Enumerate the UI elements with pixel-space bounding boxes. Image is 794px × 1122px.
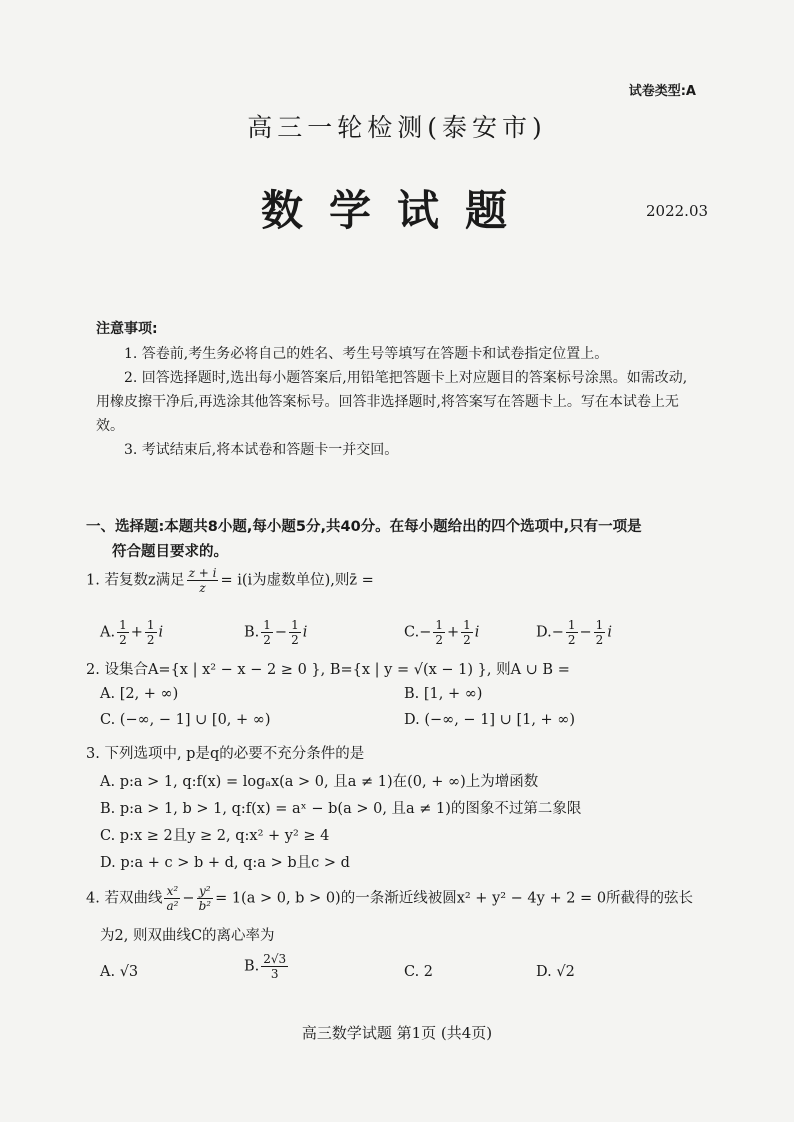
frac <box>594 618 606 647</box>
q1-frac-num: z + i <box>188 566 217 580</box>
option-label: B. <box>244 624 260 641</box>
frac-den: b² <box>198 899 212 913</box>
frac <box>289 618 301 647</box>
q2-option-d: D. (−∞, − 1] ∪ [1, + ∞) <box>404 712 576 728</box>
question-3-stem: 3. 下列选项中, p是q的必要不充分条件的是 <box>86 746 365 762</box>
option-sign: − <box>551 624 564 641</box>
frac-den: 2 <box>146 633 155 647</box>
frac-num: 1 <box>595 618 604 632</box>
notice-item: 3. 考试结束后,将本试卷和答题卡一并交回。 <box>124 442 399 458</box>
q4-option-b <box>244 952 290 981</box>
q1-option-b <box>244 618 307 647</box>
q1-option-a <box>100 618 163 647</box>
frac <box>461 618 473 647</box>
frac <box>261 618 273 647</box>
notice-heading: 注意事项: <box>96 321 158 337</box>
option-op: − <box>274 624 288 641</box>
option-suffix: i <box>158 624 164 641</box>
frac-den: 2 <box>263 633 271 647</box>
option-suffix: i <box>302 624 308 641</box>
q1-option-c <box>404 618 479 647</box>
header-title: 高三一轮检测(泰安市) <box>247 113 547 142</box>
frac-den: 2 <box>463 633 471 647</box>
frac <box>433 618 445 647</box>
frac-den: 2 <box>435 633 443 647</box>
q1-stem-pre: 1. 若复数z满足 <box>86 572 185 589</box>
frac-den: 2 <box>291 633 299 647</box>
frac <box>145 618 157 647</box>
question-4-stem <box>86 884 693 913</box>
exam-date: 2022.03 <box>646 202 709 220</box>
option-suffix: i <box>474 624 480 641</box>
frac <box>566 618 578 647</box>
q3-option-b: B. p:a > 1, b > 1, q:f(x) = aˣ − b(a > 0, 且a ≠ 1)的图象不过第二象限 <box>100 801 582 817</box>
notice-item: 1. 答卷前,考生务必将自己的姓名、考生号等填写在答题卡和试卷指定位置上。 <box>124 346 609 362</box>
q4-option-c: C. 2 <box>404 964 434 980</box>
frac-num: 1 <box>435 618 443 632</box>
q4-stem-pre: 4. 若双曲线 <box>86 890 163 907</box>
q4-fraction-y <box>197 884 214 913</box>
section-heading-cont: 符合题目要求的。 <box>112 544 228 560</box>
q1-option-d <box>536 618 612 647</box>
frac-num: 1 <box>119 618 127 632</box>
frac <box>117 618 129 647</box>
q2-option-b: B. [1, + ∞) <box>404 686 483 702</box>
q1-fraction <box>187 566 219 595</box>
q3-option-c: C. p:x ≥ 2且y ≥ 2, q:x² + y² ≥ 4 <box>100 828 330 844</box>
frac-den: 2 <box>595 633 604 647</box>
option-suffix: i <box>607 624 612 641</box>
q2-option-c: C. (−∞, − 1] ∪ [0, + ∞) <box>100 712 271 728</box>
q1-frac-den: z <box>199 581 206 595</box>
frac-num: x² <box>164 884 180 899</box>
frac-num: 1 <box>567 618 576 632</box>
frac-num: y² <box>197 884 214 899</box>
section-heading: 一、选择题:本题共8小题,每小题5分,共40分。在每小题给出的四个选项中,只有一项是 <box>86 519 642 535</box>
frac-num: 1 <box>263 618 271 632</box>
option-label: A. <box>100 624 116 641</box>
q3-option-d: D. p:a + c > b + d, q:a > b且c > d <box>100 855 350 871</box>
question-4-stem-line2: 为2, 则双曲线C的离心率为 <box>100 928 275 944</box>
q2-option-a: A. [2, + ∞) <box>100 686 179 702</box>
page-footer: 高三数学试题 第1页 (共4页) <box>301 1024 493 1042</box>
question-1-stem <box>86 566 374 595</box>
q4-minus: − <box>182 890 195 907</box>
q4-option-b-fraction <box>261 952 288 981</box>
frac-den: 2 <box>119 633 127 647</box>
option-op: − <box>579 624 592 641</box>
frac-den: a² <box>166 899 179 913</box>
frac-num: 1 <box>291 618 299 632</box>
option-label: D. <box>536 624 552 641</box>
q4-fraction-x <box>164 884 180 913</box>
frac-den: 3 <box>270 967 279 981</box>
q4-option-a: A. √3 <box>100 964 139 980</box>
option-op: + <box>130 624 143 641</box>
paper-type-label: 试卷类型:A <box>628 84 696 99</box>
option-label: B. <box>244 958 260 975</box>
frac-num: 2√3 <box>263 952 287 966</box>
frac-den: 2 <box>567 633 576 647</box>
frac-num: 1 <box>146 618 155 632</box>
frac-num: 1 <box>463 618 471 632</box>
option-sign: − <box>419 624 432 641</box>
option-op: + <box>446 624 460 641</box>
main-title: 数学试题 <box>260 186 533 235</box>
q4-stem-post: = 1(a > 0, b > 0)的一条渐近线被圆x² + y² − 4y + 2 = 0所截得的弦长 <box>215 890 694 907</box>
question-2-stem: 2. 设集合A={x | x² − x − 2 ≥ 0 }, B={x | y = √(x − 1) }, 则A ∪ B = <box>86 662 570 678</box>
q3-option-a: A. p:a > 1, q:f(x) = logₐx(a > 0, 且a ≠ 1)在(0, + ∞)上为增函数 <box>100 774 539 790</box>
notice-item: 2. 回答选择题时,选出每小题答案后,用铅笔把答题卡上对应题目的答案标号涂黑。如需改动,用橡皮擦干净后,再选涂其他答案标号。回答非选择题时,将答案写在答题卡上。写在本试卷上无效。 <box>96 370 688 434</box>
q1-stem-post: = i(i为虚数单位),则z̄ = <box>220 572 374 589</box>
option-label: C. <box>404 624 420 641</box>
q4-option-d: D. √2 <box>536 964 575 980</box>
